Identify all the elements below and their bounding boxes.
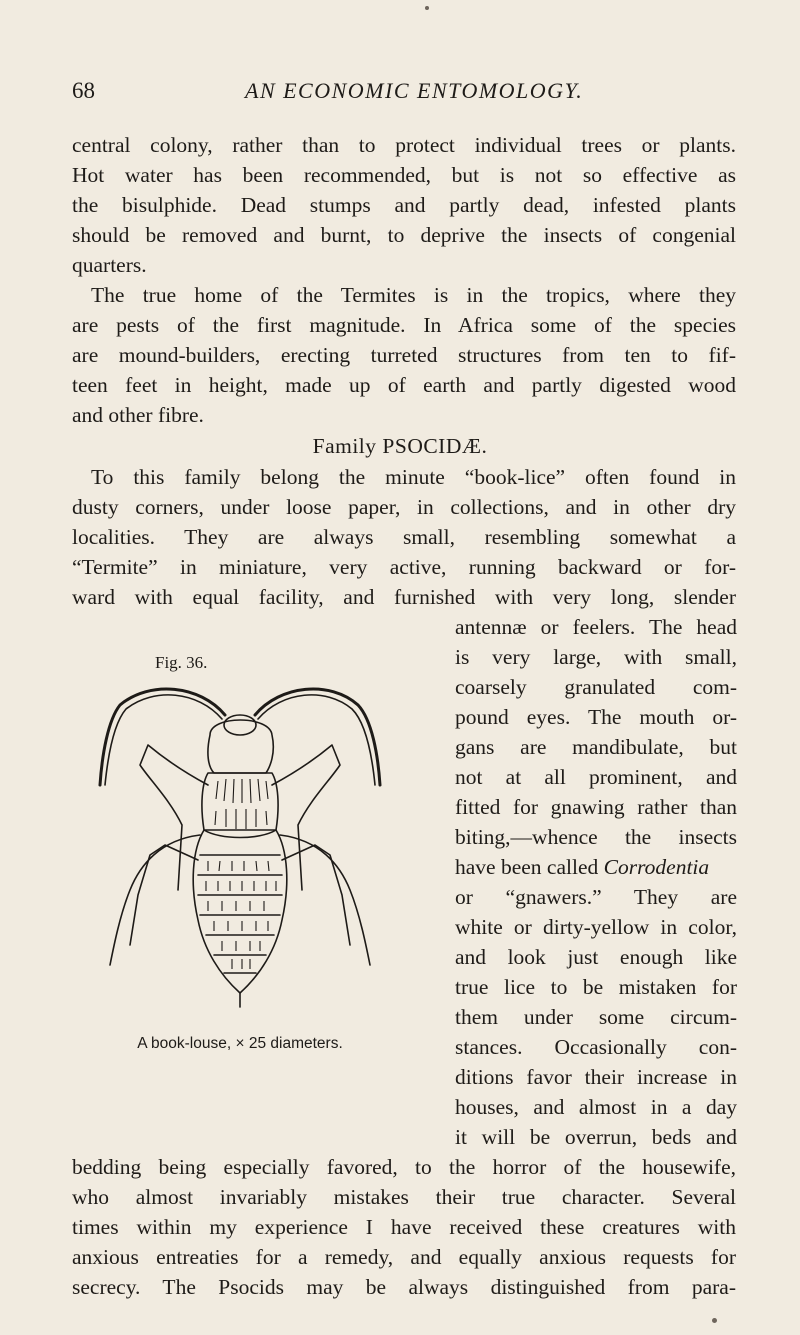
side-line: not at all prominent, and <box>455 765 737 789</box>
body-line: are mound-builders, erecting turreted structures from ten to fif- <box>72 343 736 367</box>
print-speck <box>425 6 429 10</box>
side-line: white or dirty-yellow in color, <box>455 915 737 939</box>
section-heading: Family PSOCIDÆ. <box>312 434 488 458</box>
side-line: gans are mandibulate, but <box>455 735 737 759</box>
figure-caption: A book-louse, × 25 diameters. <box>137 1035 343 1052</box>
body-line: who almost invariably mistakes their true character. Several <box>72 1185 736 1209</box>
side-line: houses, and almost in a day <box>455 1095 737 1119</box>
running-head: AN ECONOMIC ENTOMOLOGY. <box>245 78 584 103</box>
page-number: 68 <box>72 78 95 103</box>
body-line: anxious entreaties for a remedy, and equally anxious requests for <box>72 1245 736 1269</box>
side-line: them under some circum- <box>455 1005 737 1029</box>
body-line: Hot water has been recommended, but is not so effective as <box>72 163 736 187</box>
body-line: times within my experience I have received these creatures with <box>72 1215 736 1239</box>
body-line: are pests of the first magnitude. In Africa some of the species <box>72 313 736 337</box>
figure-label: Fig. 36. <box>155 653 208 672</box>
side-line: coarsely granulated com- <box>455 675 737 699</box>
body-line: should be removed and burnt, to deprive the insects of congenial <box>72 223 736 247</box>
side-line: fitted for gnawing rather than <box>455 795 737 819</box>
side-line: is very large, with small, <box>455 645 737 669</box>
body-line: quarters. <box>72 253 147 277</box>
body-line: localities. They are always small, resembling somewhat a <box>72 525 736 549</box>
body-line: central colony, rather than to protect individual trees or plants. <box>72 133 736 157</box>
side-line: biting,—whence the insects <box>455 825 737 849</box>
side-line: ditions favor their increase in <box>455 1065 737 1089</box>
body-line: the bisulphide. Dead stumps and partly dead, infested plants <box>72 193 736 217</box>
side-line: antennæ or feelers. The head <box>455 615 737 639</box>
body-line: dusty corners, under loose paper, in collections, and in other dry <box>72 495 736 519</box>
side-line: or “gnawers.” They are <box>455 885 737 909</box>
book-louse-drawing <box>90 675 390 1030</box>
book-louse-illustration <box>90 675 390 1030</box>
body-line: The true home of the Termites is in the tropics, where they <box>91 283 736 307</box>
side-line: pound eyes. The mouth or- <box>455 705 737 729</box>
side-line-text: have been called <box>455 855 604 879</box>
body-line: To this family belong the minute “book-lice” often found in <box>91 465 736 489</box>
body-line: secrecy. The Psocids may be always distinguished from para- <box>72 1275 736 1299</box>
italic-term: Corrodentia <box>603 855 710 879</box>
body-line: ward with equal facility, and furnished with very long, slender <box>72 585 736 609</box>
body-line: and other fibre. <box>72 403 204 427</box>
side-line: stances. Occasionally con- <box>455 1035 737 1059</box>
body-line: teen feet in height, made up of earth and partly digested wood <box>72 373 736 397</box>
side-line: it will be overrun, beds and <box>455 1125 737 1149</box>
side-line: true lice to be mistaken for <box>455 975 737 999</box>
side-line: and look just enough like <box>455 945 737 969</box>
side-line <box>455 852 737 882</box>
print-speck <box>712 1318 717 1323</box>
body-line: “Termite” in miniature, very active, running backward or for- <box>72 555 736 579</box>
body-line: bedding being especially favored, to the horror of the housewife, <box>72 1155 736 1179</box>
